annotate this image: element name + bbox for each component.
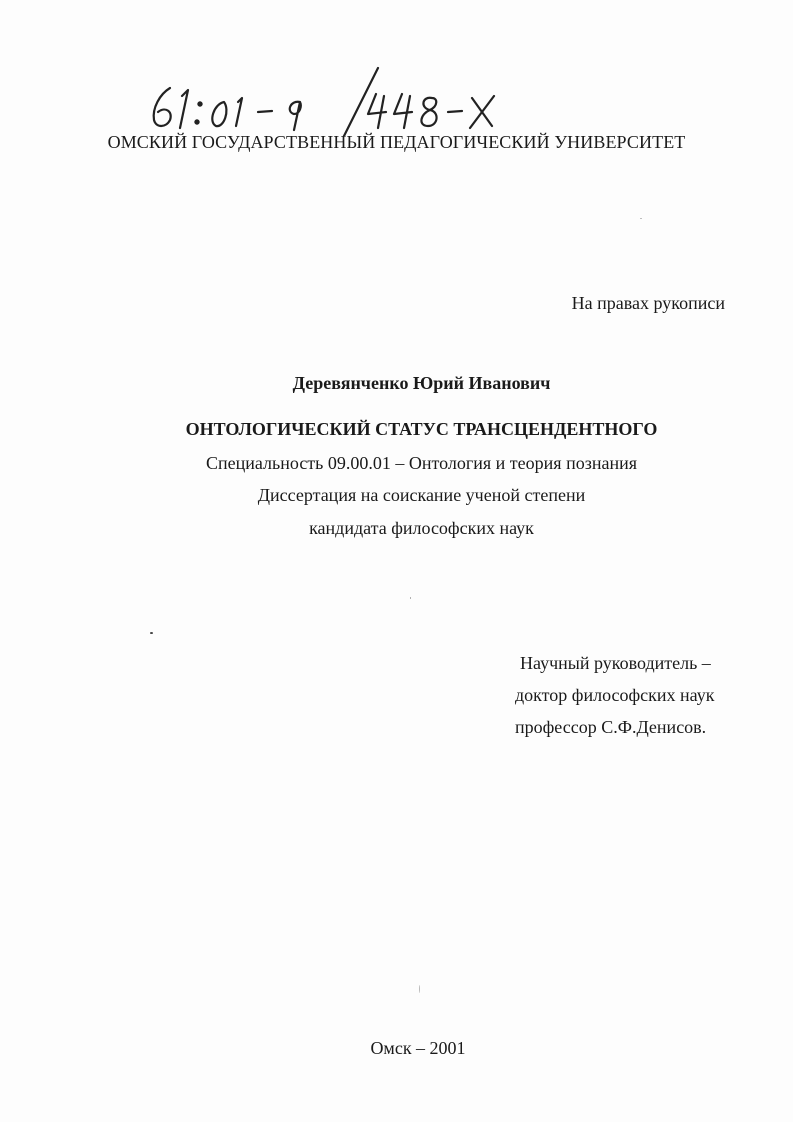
scan-speck: [150, 632, 153, 634]
supervisor-line-1: Научный руководитель –: [520, 653, 711, 673]
handwritten-number-drawing: [140, 66, 520, 136]
scan-speck: [410, 597, 411, 599]
specialty-line: Специальность 09.00.01 – Онтология и теория познания: [206, 453, 637, 473]
author-name: Деревянченко Юрий Иванович: [292, 373, 551, 393]
manuscript-rights-note: На правах рукописи: [571, 293, 725, 313]
scan-speck: [640, 218, 642, 219]
degree-line-2: кандидата философских наук: [309, 518, 534, 538]
degree-line-1: Диссертация на соискание ученой степени: [257, 485, 586, 505]
scan-speck: [419, 985, 420, 993]
supervisor-line-2: доктор философских наук: [515, 685, 715, 705]
place-and-year: Омск – 2001: [370, 1038, 466, 1058]
dissertation-title: ОНТОЛОГИЧЕСКИЙ СТАТУС ТРАНСЦЕНДЕНТНОГО: [185, 419, 658, 439]
university-name: ОМСКИЙ ГОСУДАРСТВЕННЫЙ ПЕДАГОГИЧЕСКИЙ УНИВЕРСИТЕТ: [107, 132, 686, 152]
supervisor-block: [515, 647, 715, 743]
supervisor-line-3: профессор С.Ф.Денисов.: [515, 717, 707, 737]
handwritten-catalog-number: [140, 66, 520, 136]
